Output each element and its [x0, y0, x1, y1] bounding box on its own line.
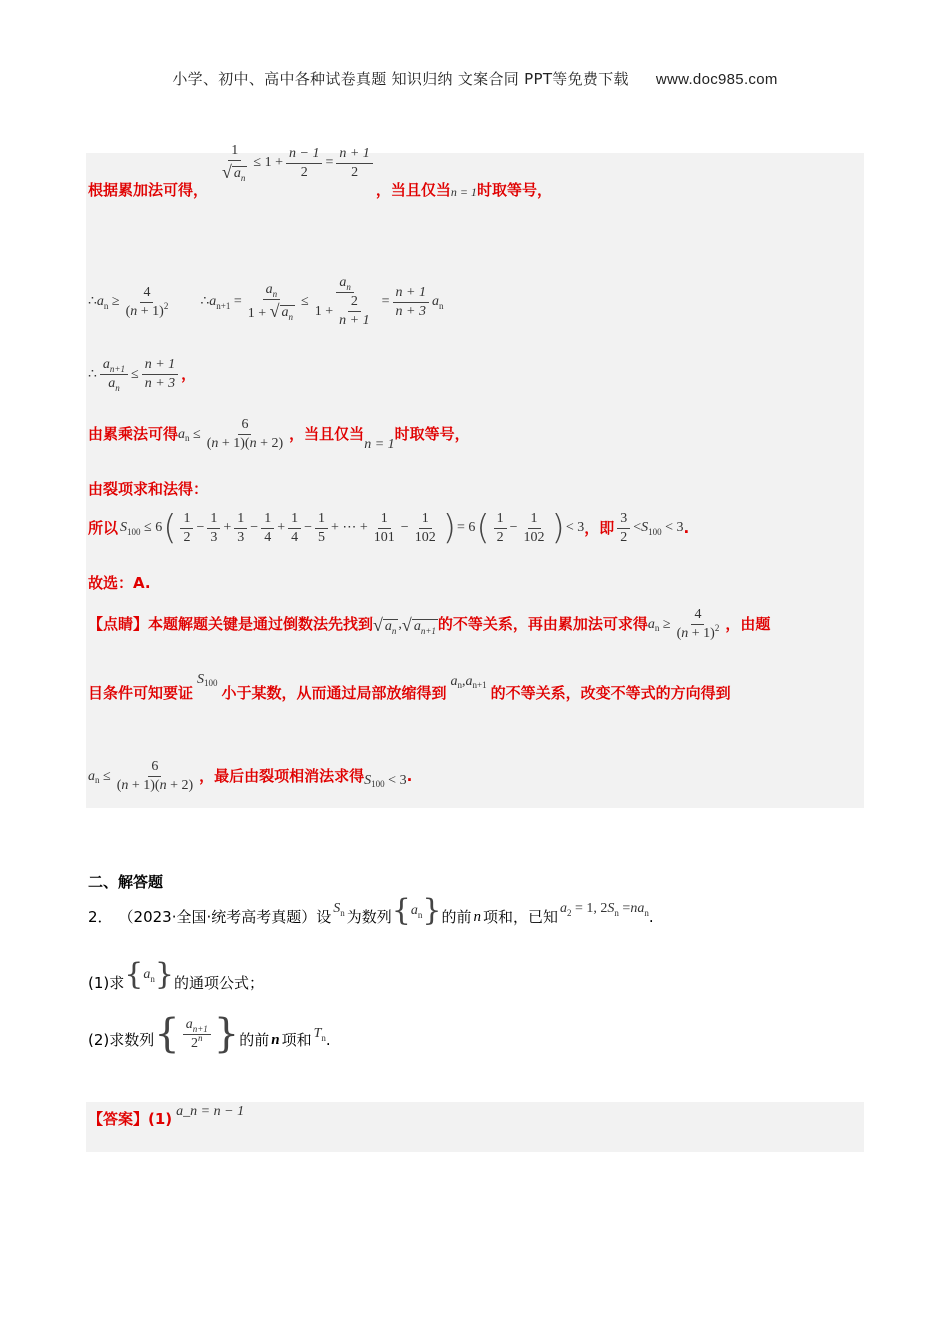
text: 目条件可知要证: [88, 684, 194, 702]
formula-an-upper-2: a n ≤ $\frac{6}{(n + 1)(n + 2)}$: [88, 759, 194, 793]
text: 的前: [441, 907, 472, 926]
text: ，当且仅当: [289, 425, 365, 443]
formula-s100: S 100: [197, 671, 218, 688]
text: 所以: [88, 518, 119, 537]
condition: n = 1: [450, 185, 477, 199]
header-url[interactable]: www.doc985.com: [655, 71, 778, 88]
text: .: [648, 907, 654, 926]
text: ，由题: [725, 615, 771, 633]
solution-line-7: [88, 576, 151, 591]
answer-choice: 故选：A.: [88, 574, 151, 592]
text: .: [406, 767, 413, 785]
formula-given: a 2 = 1, 2 S n = na n: [560, 901, 649, 918]
formula-sqrt-pair: √ $a_n$ , √ $a_{n+1}$: [373, 614, 436, 636]
question-2: [88, 893, 654, 932]
solution-line-3: [88, 358, 196, 391]
text: 项和，已知: [482, 907, 558, 926]
text: 的不等关系，再由累加法可求得: [437, 615, 648, 633]
question-source: （2023·全国·统考高考真题）设: [118, 907, 332, 926]
text: ，即: [584, 518, 615, 537]
part-1: [88, 957, 264, 998]
formula-seq-an: { a n }: [124, 957, 174, 992]
formula-seq-ratio: { $\frac{a_{n+1}}{2^n}$ }: [154, 1011, 240, 1057]
answer-part: (1): [148, 1110, 173, 1128]
var-n: n: [271, 1031, 280, 1048]
text: ，最后由裂项相消法求得: [199, 767, 365, 785]
answer-formula: a_n = n − 1: [176, 1103, 245, 1119]
header-text: 小学、初中、高中各种试卷真题 知识归纳 文案合同 PPT等免费下载: [172, 70, 629, 88]
text: 根据累加法可得，: [88, 181, 209, 199]
formula-tn: T n: [313, 1026, 326, 1043]
text: .: [683, 518, 690, 537]
text: ，: [181, 365, 197, 383]
text: 由累乘法可得: [88, 425, 179, 443]
text: ，当且仅当: [375, 181, 451, 199]
formula-an-upper: a n ≤ $\frac{6}{(n + 1)(n + 2)}$: [178, 417, 284, 451]
text: 的前: [239, 1030, 270, 1049]
text: 时取等号，: [394, 425, 470, 443]
question-number: 2．: [88, 907, 113, 926]
answer-tag: 【答案】: [88, 1110, 149, 1128]
formula-sn: S n: [333, 901, 345, 918]
formula-an-pair: a n , a n+1: [450, 673, 487, 690]
formula-seq-an: { a n }: [391, 893, 442, 928]
comment-line-1: [88, 608, 770, 641]
formula-reciprocal-bound: 1 √ $a_n$ ≤ 1 + $\frac{n - 1}{2}$ = $\frac{n + 1}{2}$: [216, 144, 376, 182]
formula-s100-bound: S 100 < 3: [364, 772, 407, 789]
condition: n = 1: [364, 436, 395, 452]
text: 项和: [281, 1030, 312, 1049]
text: 的不等关系，改变不等式的方向得到: [490, 684, 731, 702]
answer-line: [88, 1103, 245, 1128]
solution-line-5: [88, 482, 208, 497]
text: .: [325, 1030, 331, 1049]
formula-result-range: $\frac{3}{2}$ < S 100 < 3: [614, 512, 683, 545]
text: 本题解题关键是通过倒数法先找到: [148, 615, 374, 633]
text: 由裂项求和法得：: [88, 480, 209, 498]
solution-line-2: [88, 276, 443, 328]
page-header: [0, 68, 950, 89]
formula-an-bound: ∴ a n ≥ $\frac{4}{(n + 1)^2}$ ∴ a n+1 = $a_n$ 1 + √ $a_n$ ≤ $a_n$ 1 + $\frac{2}{n + 1}$ = $\frac{n + 1}{n + 3}$ a n: [88, 275, 444, 328]
comment-line-3: [88, 760, 412, 793]
formula-ratio-bound: ∴ $\frac{a_{n+1}}{a_n}$ ≤ $\frac{n + 1}{n + 3}$: [88, 358, 181, 391]
text: (2)求数列: [88, 1030, 155, 1049]
formula-an-lower: a n ≥ $\frac{4}{(n + 1)^2}$: [647, 607, 720, 641]
var-n: n: [473, 908, 481, 925]
text: 小于某数，从而通过局部放缩得到: [221, 684, 447, 702]
formula-telescoping: S 100 ≤ 6 ( $\frac{1}{2}$ − $\frac{1}{3}$ + $\frac{1}{3}$ − $\frac{1}{4}$ + $\frac{1}{4}$ − $\frac{1}{5}$ + ⋯ + $\frac{1}{101}$ − $\frac{1}{102}$ ) = 6 ( $\frac{1}{2}$ − $\frac{1}{102}$ ) < 3: [120, 508, 585, 548]
text: 的通项公式；: [173, 973, 264, 992]
text: (1)求: [88, 973, 125, 992]
part-2: [88, 1011, 331, 1060]
text: 时取等号，: [476, 181, 552, 199]
solution-line-1: [88, 143, 552, 199]
section-title: 二、解答题: [88, 873, 164, 891]
text: 为数列: [346, 907, 392, 926]
comment-line-2: [88, 671, 731, 702]
solution-line-4: [88, 418, 470, 451]
comment-tag: 【点睛】: [88, 615, 149, 633]
solution-line-6: [88, 508, 690, 548]
